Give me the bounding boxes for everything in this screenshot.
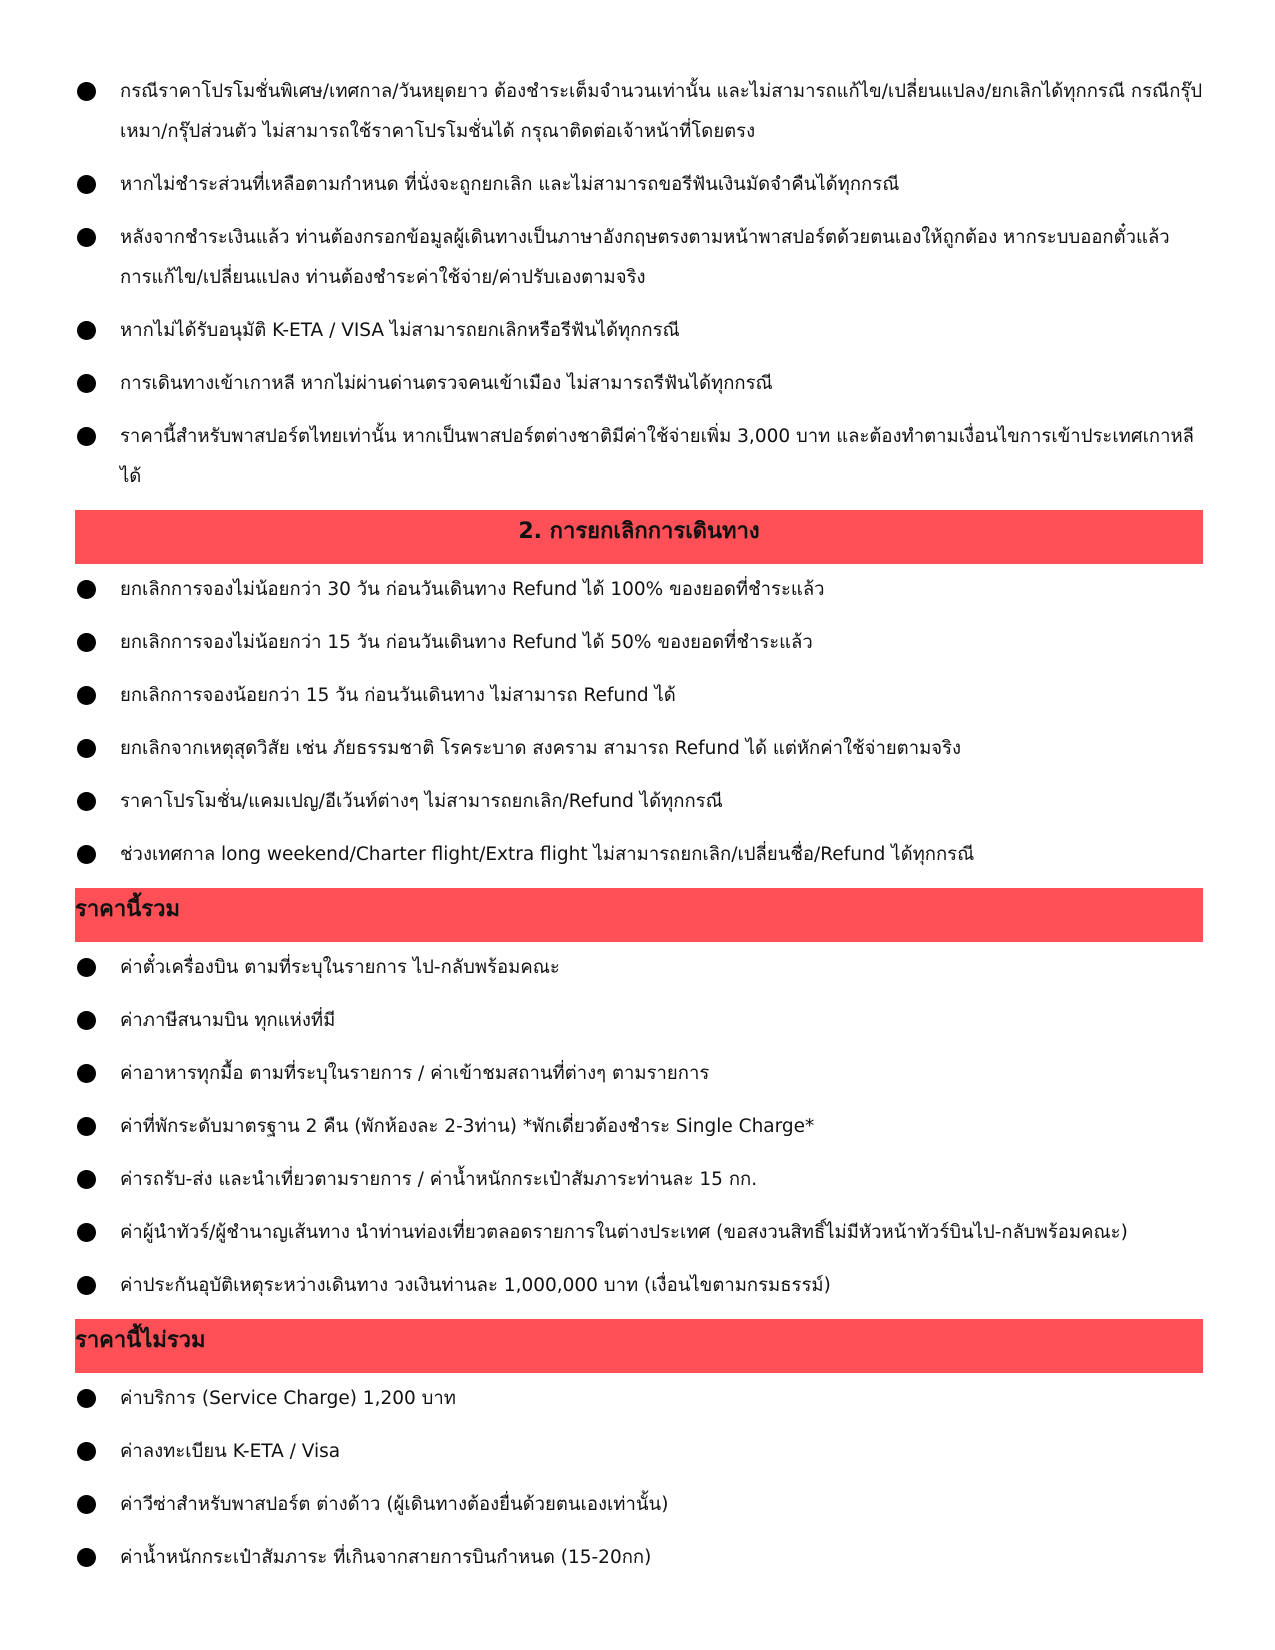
list-item: ค่าน้ำหนักกระเป๋าสัมภาระ ที่เกินจากสายการบินกำหนด (15-20กก) xyxy=(75,1538,1203,1578)
bullet-icon xyxy=(77,1117,96,1136)
excluded-list xyxy=(75,1379,1203,1578)
bullet-icon xyxy=(77,845,96,864)
list-item: หากไม่ได้รับอนุมัติ K-ETA / VISA ไม่สามารถยกเลิกหรือรีฟันได้ทุกกรณี xyxy=(75,311,1203,351)
bullet-icon xyxy=(77,175,96,194)
bullet-icon xyxy=(77,374,96,393)
section-header-excluded: ราคานี้ไม่รวม xyxy=(75,1319,1203,1373)
conditions-list xyxy=(75,72,1203,497)
list-item: ค่าประกันอุบัติเหตุระหว่างเดินทาง วงเงินท่านละ 1,000,000 บาท (เงื่อนไขตามกรมธรรม์) xyxy=(75,1266,1203,1306)
bullet-icon xyxy=(77,958,96,977)
included-list xyxy=(75,948,1203,1306)
bullet-icon xyxy=(77,792,96,811)
bullet-icon xyxy=(77,1064,96,1083)
bullet-icon xyxy=(77,1223,96,1242)
list-item: หลังจากชำระเงินแล้ว ท่านต้องกรอกข้อมูลผู้เดินทางเป็นภาษาอังกฤษตรงตามหน้าพาสปอร์ตด้วยตนเองให้ถูกต้อง หากระบบออกตั๋วแล้ว การแก้ไข/เปลี่ยนแปลง ท่านต้องชำระค่าใช้จ่าย/ค่าปรับเองตามจริง xyxy=(75,218,1203,298)
bullet-icon xyxy=(77,580,96,599)
list-item: ค่าอาหารทุกมื้อ ตามที่ระบุในรายการ / ค่าเข้าชมสถานที่ต่างๆ ตามรายการ xyxy=(75,1054,1203,1094)
cancellation-list xyxy=(75,570,1203,875)
bullet-icon xyxy=(77,739,96,758)
list-item: ค่ารถรับ-ส่ง และนำเที่ยวตามรายการ / ค่าน้ำหนักกระเป๋าสัมภาระท่านละ 15 กก. xyxy=(75,1160,1203,1200)
list-item: ค่าที่พักระดับมาตรฐาน 2 คืน (พักห้องละ 2-3ท่าน) *พักเดี่ยวต้องชำระ Single Charge* xyxy=(75,1107,1203,1147)
bullet-icon xyxy=(77,1011,96,1030)
list-item: หากไม่ชำระส่วนที่เหลือตามกำหนด ที่นั่งจะถูกยกเลิก และไม่สามารถขอรีฟันเงินมัดจำคืนได้ทุกกรณี xyxy=(75,165,1203,205)
list-item: การเดินทางเข้าเกาหลี หากไม่ผ่านด่านตรวจคนเข้าเมือง ไม่สามารถรีฟันได้ทุกกรณี xyxy=(75,364,1203,404)
bullet-icon xyxy=(77,82,96,101)
list-item: ยกเลิกจากเหตุสุดวิสัย เช่น ภัยธรรมชาติ โรคระบาด สงคราม สามารถ Refund ได้ แต่หักค่าใช้จ่ายตามจริง xyxy=(75,729,1203,769)
section-header-included: ราคานี้รวม xyxy=(75,888,1203,942)
list-item: ยกเลิกการจองไม่น้อยกว่า 30 วัน ก่อนวันเดินทาง Refund ได้ 100% ของยอดที่ชำระแล้ว xyxy=(75,570,1203,610)
bullet-icon xyxy=(77,633,96,652)
list-item: ค่าภาษีสนามบิน ทุกแห่งที่มี xyxy=(75,1001,1203,1041)
document-page xyxy=(75,72,1203,1591)
list-item: ค่าตั๋วเครื่องบิน ตามที่ระบุในรายการ ไป-กลับพร้อมคณะ xyxy=(75,948,1203,988)
bullet-icon xyxy=(77,1548,96,1567)
list-item: ค่าวีซ่าสำหรับพาสปอร์ต ต่างด้าว (ผู้เดินทางต้องยื่นด้วยตนเองเท่านั้น) xyxy=(75,1485,1203,1525)
list-item: ราคาโปรโมชั่น/แคมเปญ/อีเว้นท์ต่างๆ ไม่สามารถยกเลิก/Refund ได้ทุกกรณี xyxy=(75,782,1203,822)
list-item: ค่าบริการ (Service Charge) 1,200 บาท xyxy=(75,1379,1203,1419)
list-item: ยกเลิกการจองน้อยกว่า 15 วัน ก่อนวันเดินทาง ไม่สามารถ Refund ได้ xyxy=(75,676,1203,716)
bullet-icon xyxy=(77,1170,96,1189)
section-header-cancellation: 2. การยกเลิกการเดินทาง xyxy=(75,510,1203,564)
list-item: ค่าผู้นำทัวร์/ผู้ชำนาญเส้นทาง นำท่านท่องเที่ยวตลอดรายการในต่างประเทศ (ขอสงวนสิทธิ์ไม่มีหัวหน้าทัวร์บินไป-กลับพร้อมคณะ) xyxy=(75,1213,1203,1253)
bullet-icon xyxy=(77,321,96,340)
list-item: ยกเลิกการจองไม่น้อยกว่า 15 วัน ก่อนวันเดินทาง Refund ได้ 50% ของยอดที่ชำระแล้ว xyxy=(75,623,1203,663)
bullet-icon xyxy=(77,1495,96,1514)
bullet-icon xyxy=(77,1389,96,1408)
list-item: ช่วงเทศกาล long weekend/Charter flight/Extra flight ไม่สามารถยกเลิก/เปลี่ยนชื่อ/Refund ได้ทุกกรณี xyxy=(75,835,1203,875)
bullet-icon xyxy=(77,427,96,446)
bullet-icon xyxy=(77,228,96,247)
bullet-icon xyxy=(77,686,96,705)
bullet-icon xyxy=(77,1276,96,1295)
bullet-icon xyxy=(77,1442,96,1461)
list-item: กรณีราคาโปรโมชั่นพิเศษ/เทศกาล/วันหยุดยาว ต้องชำระเต็มจำนวนเท่านั้น และไม่สามารถแก้ไข/เปลี่ยนแปลง/ยกเลิกได้ทุกกรณี กรณีกรุ๊ปเหมา/กรุ๊ปส่วนตัว ไม่สามารถใช้ราคาโปรโมชั่นได้ กรุณาติดต่อเจ้าหน้าที่โดยตรง xyxy=(75,72,1203,152)
list-item: ค่าลงทะเบียน K-ETA / Visa xyxy=(75,1432,1203,1472)
list-item: ราคานี้สำหรับพาสปอร์ตไทยเท่านั้น หากเป็นพาสปอร์ตต่างชาติมีค่าใช้จ่ายเพิ่ม 3,000 บาท และต้องทำตามเงื่อนไขการเข้าประเทศเกาหลีได้ xyxy=(75,417,1203,497)
